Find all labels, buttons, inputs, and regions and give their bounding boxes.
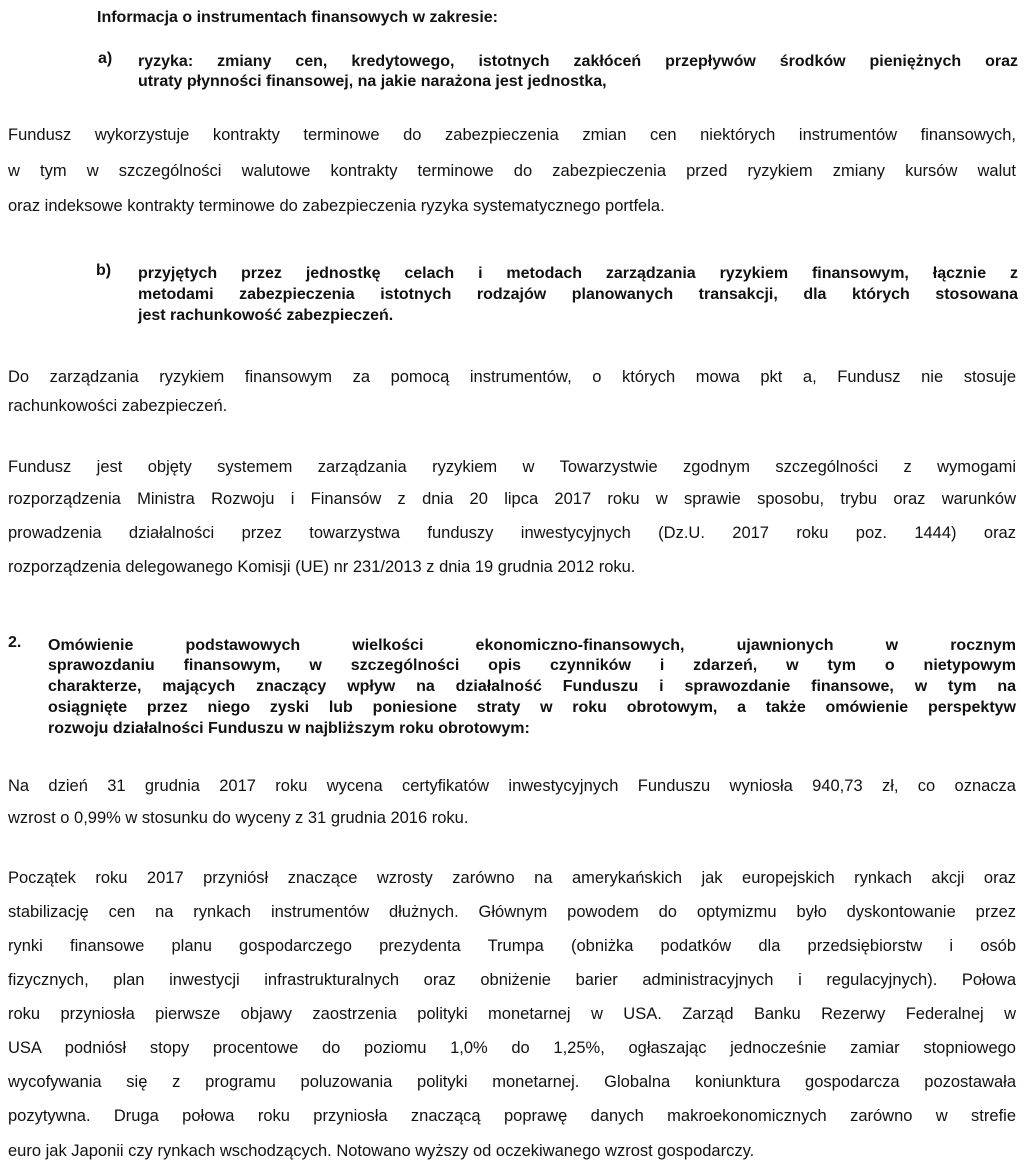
section-b-paragraph2-line-4: rozporządzenia delegowanego Komisji (UE) nr 231/2013 z dnia 19 grudnia 2012 roku.	[8, 558, 636, 576]
section-b-paragraph2-line-2: rozporządzenia Ministra Rozwoju i Finansów z dnia 20 lipca 2017 roku w sprawie sposobu, trybu oraz warunków	[8, 490, 1016, 508]
section-2-paragraph2-line-8: pozytywna. Druga połowa roku przyniosła znaczącą poprawę danych makroekonomicznych zarówno w strefie	[8, 1107, 1016, 1125]
section-b-paragraph1-line-1: Do zarządzania ryzykiem finansowym za pomocą instrumentów, o których mowa pkt a, Fundusz nie stosuje	[8, 368, 1016, 386]
intro-title: Informacja o instrumentach finansowych w zakresie:	[97, 9, 498, 26]
section-2-label: 2.	[8, 634, 22, 651]
section-b-paragraph2-line-1: Fundusz jest objęty systemem zarządzania ryzykiem w Towarzystwie zgodnym szczególności z wymogami	[8, 458, 1016, 476]
section-2-paragraph2-line-4: fizycznych, plan inwestycji infrastrukturalnych oraz obniżenie barier administracyjnych i regulacyjnych). Połowa	[8, 971, 1016, 989]
section-2-paragraph2-line-5: roku przyniosła pierwsze objawy zaostrzenia polityki monetarnej w USA. Zarząd Banku Rezerwy Federalnej w	[8, 1005, 1016, 1023]
section-a-heading-line-2: utraty płynności finansowej, na jakie narażona jest jednostka,	[138, 73, 607, 90]
section-2-heading-line-2: sprawozdaniu finansowym, w szczególności opis czynników i zdarzeń, w tym o nietypowym	[48, 657, 1016, 674]
section-2-paragraph1-line-2: wzrost o 0,99% w stosunku do wyceny z 31 grudnia 2016 roku.	[8, 809, 469, 827]
section-2-paragraph2-line-3: rynki finansowe planu gospodarczego prezydenta Trumpa (obniżka podatków dla przedsiębiorstw i osób	[8, 937, 1016, 955]
section-2-heading-line-4: osiągnięte przez niego zyski lub poniesione straty w roku obrotowym, a także omówienie perspektyw	[48, 699, 1016, 716]
section-a-paragraph-line-2: w tym w szczególności walutowe kontrakty terminowe do zabezpieczenia przed ryzykiem zmiany kursów walut	[8, 162, 1016, 180]
section-a-label: a)	[98, 50, 113, 67]
section-2-paragraph2-line-7: wycofywania się z programu poluzowania polityki monetarnej. Globalna koniunktura gospodarcza pozostawała	[8, 1073, 1016, 1091]
section-b-label: b)	[96, 262, 112, 279]
section-a-paragraph-line-3: oraz indeksowe kontrakty terminowe do zabezpieczenia ryzyka systematycznego portfela.	[8, 197, 665, 215]
section-2-heading-line-1: Omówienie podstawowych wielkości ekonomiczno-finansowych, ujawnionych w rocznym	[48, 637, 1016, 654]
section-2-heading-line-3: charakterze, mających znaczący wpływ na działalność Funduszu i sprawozdanie finansowe, w tym na	[48, 678, 1016, 695]
section-2-paragraph2-line-2: stabilizację cen na rynkach instrumentów dłużnych. Głównym powodem do optymizmu było dyskontowanie przez	[8, 903, 1016, 921]
section-a-heading-line-1: ryzyka: zmiany cen, kredytowego, istotnych zakłóceń przepływów środków pieniężnych oraz	[138, 53, 1018, 70]
section-a-paragraph-line-1: Fundusz wykorzystuje kontrakty terminowe do zabezpieczenia zmian cen niektórych instrumentów finansowych,	[8, 126, 1016, 144]
section-2-paragraph2-line-6: USA podniósł stopy procentowe do poziomu 1,0% do 1,25%, ogłaszając jednocześnie zamiar stopniowego	[8, 1039, 1016, 1057]
section-b-paragraph1-line-2: rachunkowości zabezpieczeń.	[8, 397, 228, 415]
section-2-paragraph2-line-1: Początek roku 2017 przyniósł znaczące wzrosty zarówno na amerykańskich jak europejskich rynkach akcji oraz	[8, 869, 1016, 887]
section-2-paragraph2-line-9: euro jak Japonii czy rynkach wschodzących. Notowano wyższy od oczekiwanego wzrost gospodarczy.	[8, 1142, 755, 1160]
section-b-heading-line-1: przyjętych przez jednostkę celach i metodach zarządzania ryzykiem finansowym, łącznie z	[138, 265, 1018, 282]
section-b-heading-line-3: jest rachunkowość zabezpieczeń.	[138, 307, 394, 324]
section-b-heading-line-2: metodami zabezpieczenia istotnych rodzajów planowanych transakcji, dla których stosowana	[138, 286, 1018, 303]
section-b-paragraph2-line-3: prowadzenia działalności przez towarzystwa funduszy inwestycyjnych (Dz.U. 2017 roku poz. 1444) oraz	[8, 524, 1016, 542]
section-2-paragraph1-line-1: Na dzień 31 grudnia 2017 roku wycena certyfikatów inwestycyjnych Funduszu wyniosła 940,73 zł, co oznacza	[8, 777, 1016, 795]
section-2-heading-line-5: rozwoju działalności Funduszu w najbliższym roku obrotowym:	[48, 720, 530, 737]
